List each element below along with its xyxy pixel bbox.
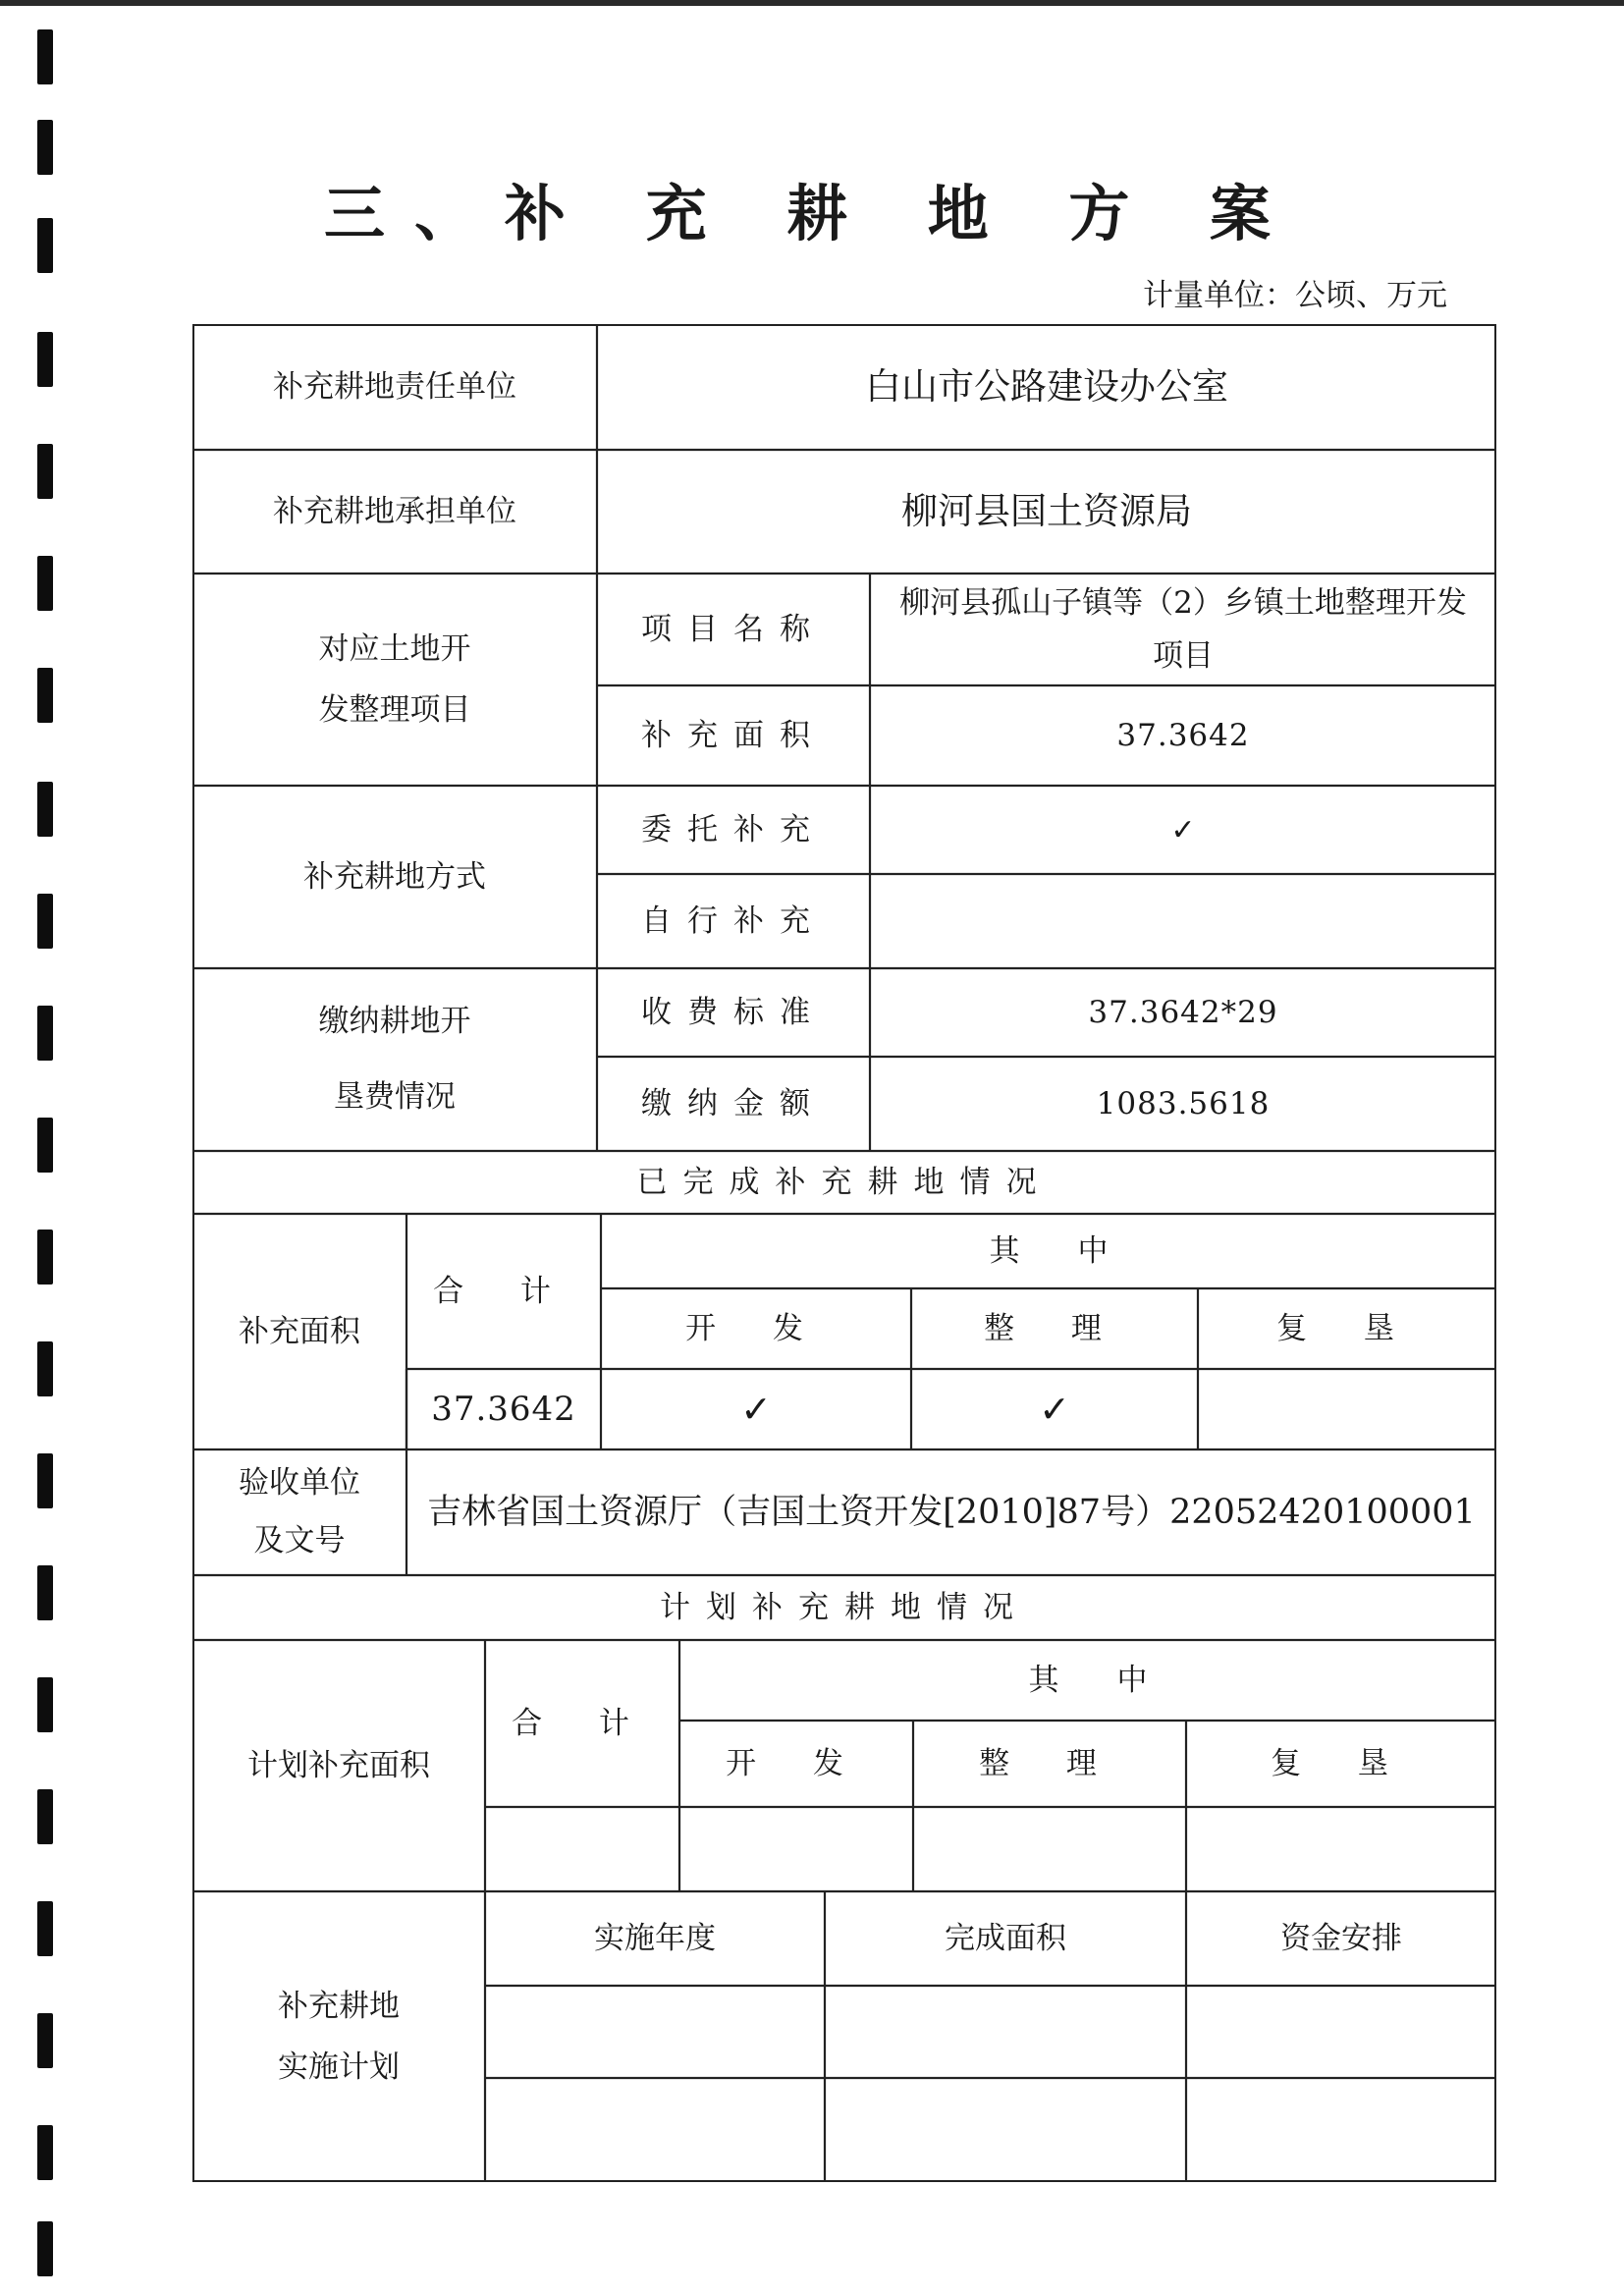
completed-total-label: 合 计 [433, 1273, 574, 1309]
planned-total-label: 合 计 [512, 1705, 653, 1741]
project-name-label: 项目名称 [641, 611, 826, 647]
completed-consolidate-label: 整 理 [984, 1310, 1125, 1346]
supplement-area-label: 补充面积 [641, 717, 826, 753]
implementation-fund-header: 资金安排 [1280, 1920, 1402, 1956]
implementation-year-header: 实施年度 [594, 1920, 716, 1956]
completed-section-title: 已完成补充耕地情况 [636, 1164, 1053, 1200]
entrusted-check: ✓ [1170, 812, 1196, 847]
planned-section-title: 计划补充耕地情况 [660, 1589, 1029, 1625]
project-name-value [870, 574, 1496, 685]
planned-consolidate-label: 整 理 [979, 1745, 1120, 1781]
fee-label-line2: 垦费情况 [334, 1079, 456, 1115]
self-supplement-label: 自行补充 [641, 902, 826, 939]
page-title: 三、补 充 耕 地 方 案 [324, 178, 1300, 249]
acceptance-label-line2: 及文号 [253, 1523, 346, 1558]
fee-label-line1: 缴纳耕地开 [318, 1003, 471, 1039]
acceptance-label-line1: 验收单位 [239, 1465, 360, 1502]
planned-of-which-label: 其 中 [1028, 1662, 1148, 1698]
completed-reclaim-value [1198, 1369, 1496, 1449]
planned-area-label: 计划补充面积 [247, 1747, 430, 1783]
unit-note: 计量单位：公顷、万元 [1143, 278, 1447, 313]
completed-total-value: 37.3642 [431, 1389, 576, 1429]
fee-amount-value: 1083.5618 [1096, 1085, 1271, 1121]
fee-standard-value: 37.3642*29 [1088, 994, 1278, 1030]
project-name-value-line2: 项目 [1153, 638, 1214, 674]
fee-amount-label: 缴纳金额 [641, 1085, 826, 1121]
supplement-area-value: 37.3642 [1116, 717, 1250, 753]
responsible-unit-value: 白山市公路建设办公室 [865, 364, 1228, 408]
undertaking-unit-value: 柳河县国土资源局 [901, 489, 1192, 532]
acceptance-label [192, 1449, 406, 1575]
implementation-area-header: 完成面积 [945, 1920, 1066, 1956]
implementation-label-line1: 补充耕地 [278, 1989, 400, 2024]
completed-reclaim-label: 复 垦 [1276, 1310, 1418, 1346]
responsible-unit-label: 补充耕地责任单位 [273, 368, 516, 405]
fee-label [192, 968, 597, 1151]
undertaking-unit-label: 补充耕地承担单位 [273, 493, 516, 529]
implementation-label [192, 1891, 485, 2182]
planned-reclaim-label: 复 垦 [1271, 1745, 1412, 1781]
completed-of-which-label: 其 中 [989, 1232, 1109, 1269]
project-label-line1: 对应土地开 [318, 631, 471, 667]
completed-develop-label: 开 发 [685, 1310, 827, 1346]
project-label-line2: 发整理项目 [318, 692, 471, 728]
method-label: 补充耕地方式 [303, 858, 486, 895]
completed-consolidate-check: ✓ [1039, 1387, 1070, 1431]
project-name-value-line1: 柳河县孤山子镇等（2）乡镇土地整理开发 [899, 584, 1467, 621]
self-supplement-value [870, 874, 1496, 968]
fee-standard-label: 收费标准 [641, 994, 826, 1030]
completed-area-label: 补充面积 [239, 1313, 360, 1349]
completed-develop-check: ✓ [740, 1387, 772, 1431]
acceptance-value: 吉林省国土资源厅（吉国土资开发[2010]87号）22052420100001 [427, 1492, 1476, 1532]
planned-develop-label: 开 发 [726, 1745, 867, 1781]
project-label [192, 574, 597, 786]
implementation-label-line2: 实施计划 [278, 2050, 400, 2085]
entrusted-label: 委托补充 [641, 811, 826, 847]
